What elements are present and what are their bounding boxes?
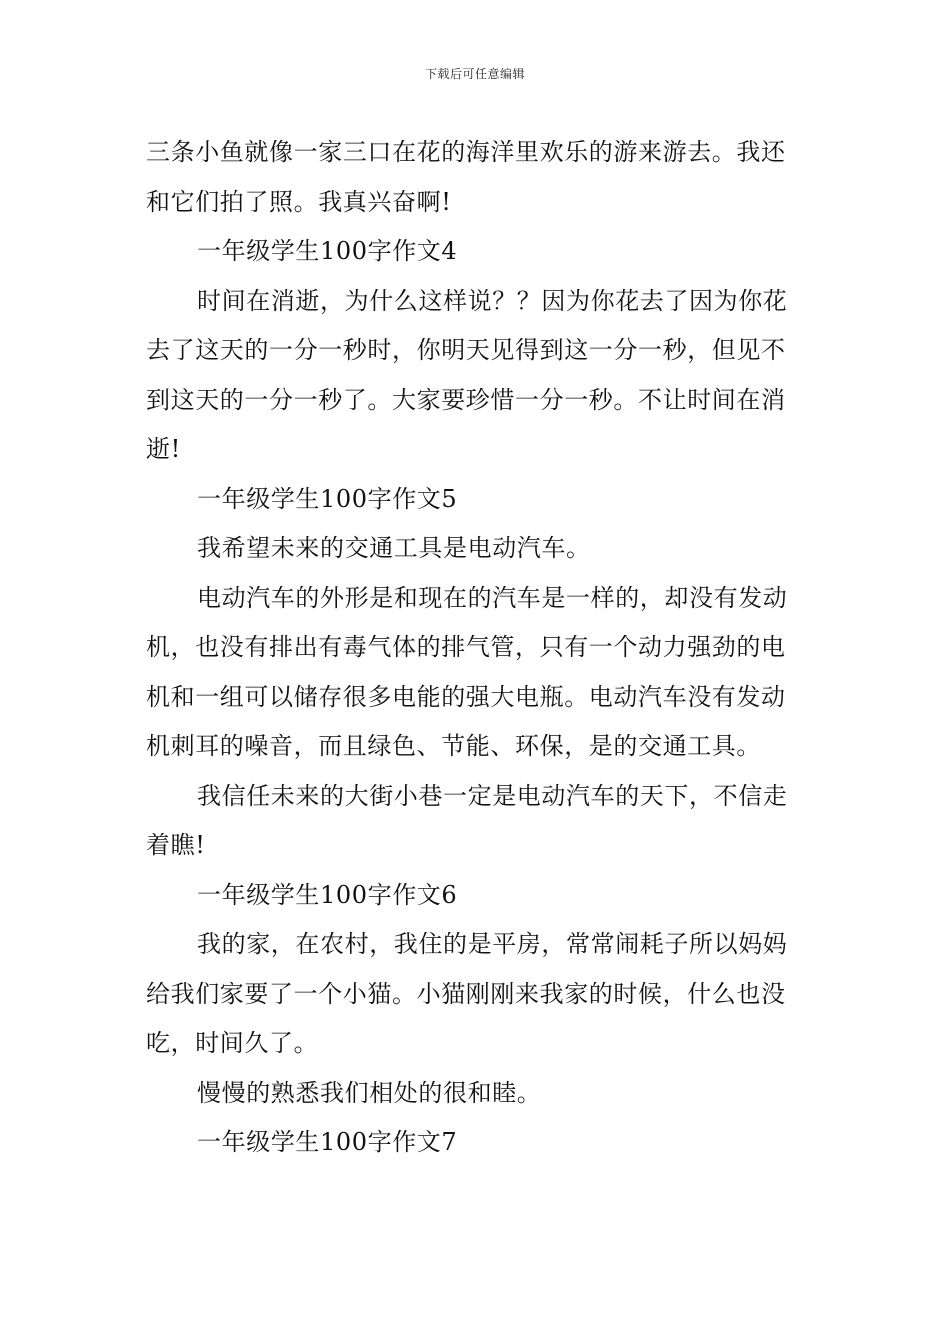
- paragraph-electric-car: 电动汽车的外形是和现在的汽车是一样的，却没有发动机，也没有排出有毒气体的排气管，只有一个动力强劲的电机和一组可以储存很多电能的强大电瓶。电动汽车没有发动机刺耳的噪音，而且绿色、节能、环保，是的交通工具。: [146, 583, 788, 760]
- essay-heading-7: 一年级学生100字作文7: [197, 1128, 458, 1156]
- paragraph-time: 时间在消逝，为什么这样说？？因为你花去了因为你花去了这天的一分一秒时，你明天见得到这一分一秒，但见不到这天的一分一秒了。大家要珍惜一分一秒。不让时间在消逝!: [146, 286, 788, 463]
- essay-heading-6: 一年级学生100字作文6: [197, 880, 458, 909]
- paragraph-continuation: 三条小鱼就像一家三口在花的海洋里欢乐的游来游去。我还和它们拍了照。我真兴奋啊!: [146, 138, 786, 216]
- paragraph-streets: 我信任未来的大街小巷一定是电动汽车的天下，不信走着瞧!: [146, 781, 788, 859]
- paragraph-harmony: 慢慢的熟悉我们相处的很和睦。: [197, 1078, 542, 1107]
- essay-heading-4: 一年级学生100字作文4: [197, 237, 458, 265]
- paragraph-cat: 我的家，在农村，我住的是平房，常常闹耗子所以妈妈给我们家要了一个小猫。小猫刚刚来我家的时候，什么也没吃，时间久了。: [146, 930, 788, 1057]
- document-body: [146, 128, 808, 1168]
- page-header-note: 下载后可任意编辑: [424, 67, 525, 81]
- essay-heading-5: 一年级学生100字作文5: [197, 484, 458, 513]
- paragraph-future-vehicle: 我希望未来的交通工具是电动汽车。: [197, 534, 591, 562]
